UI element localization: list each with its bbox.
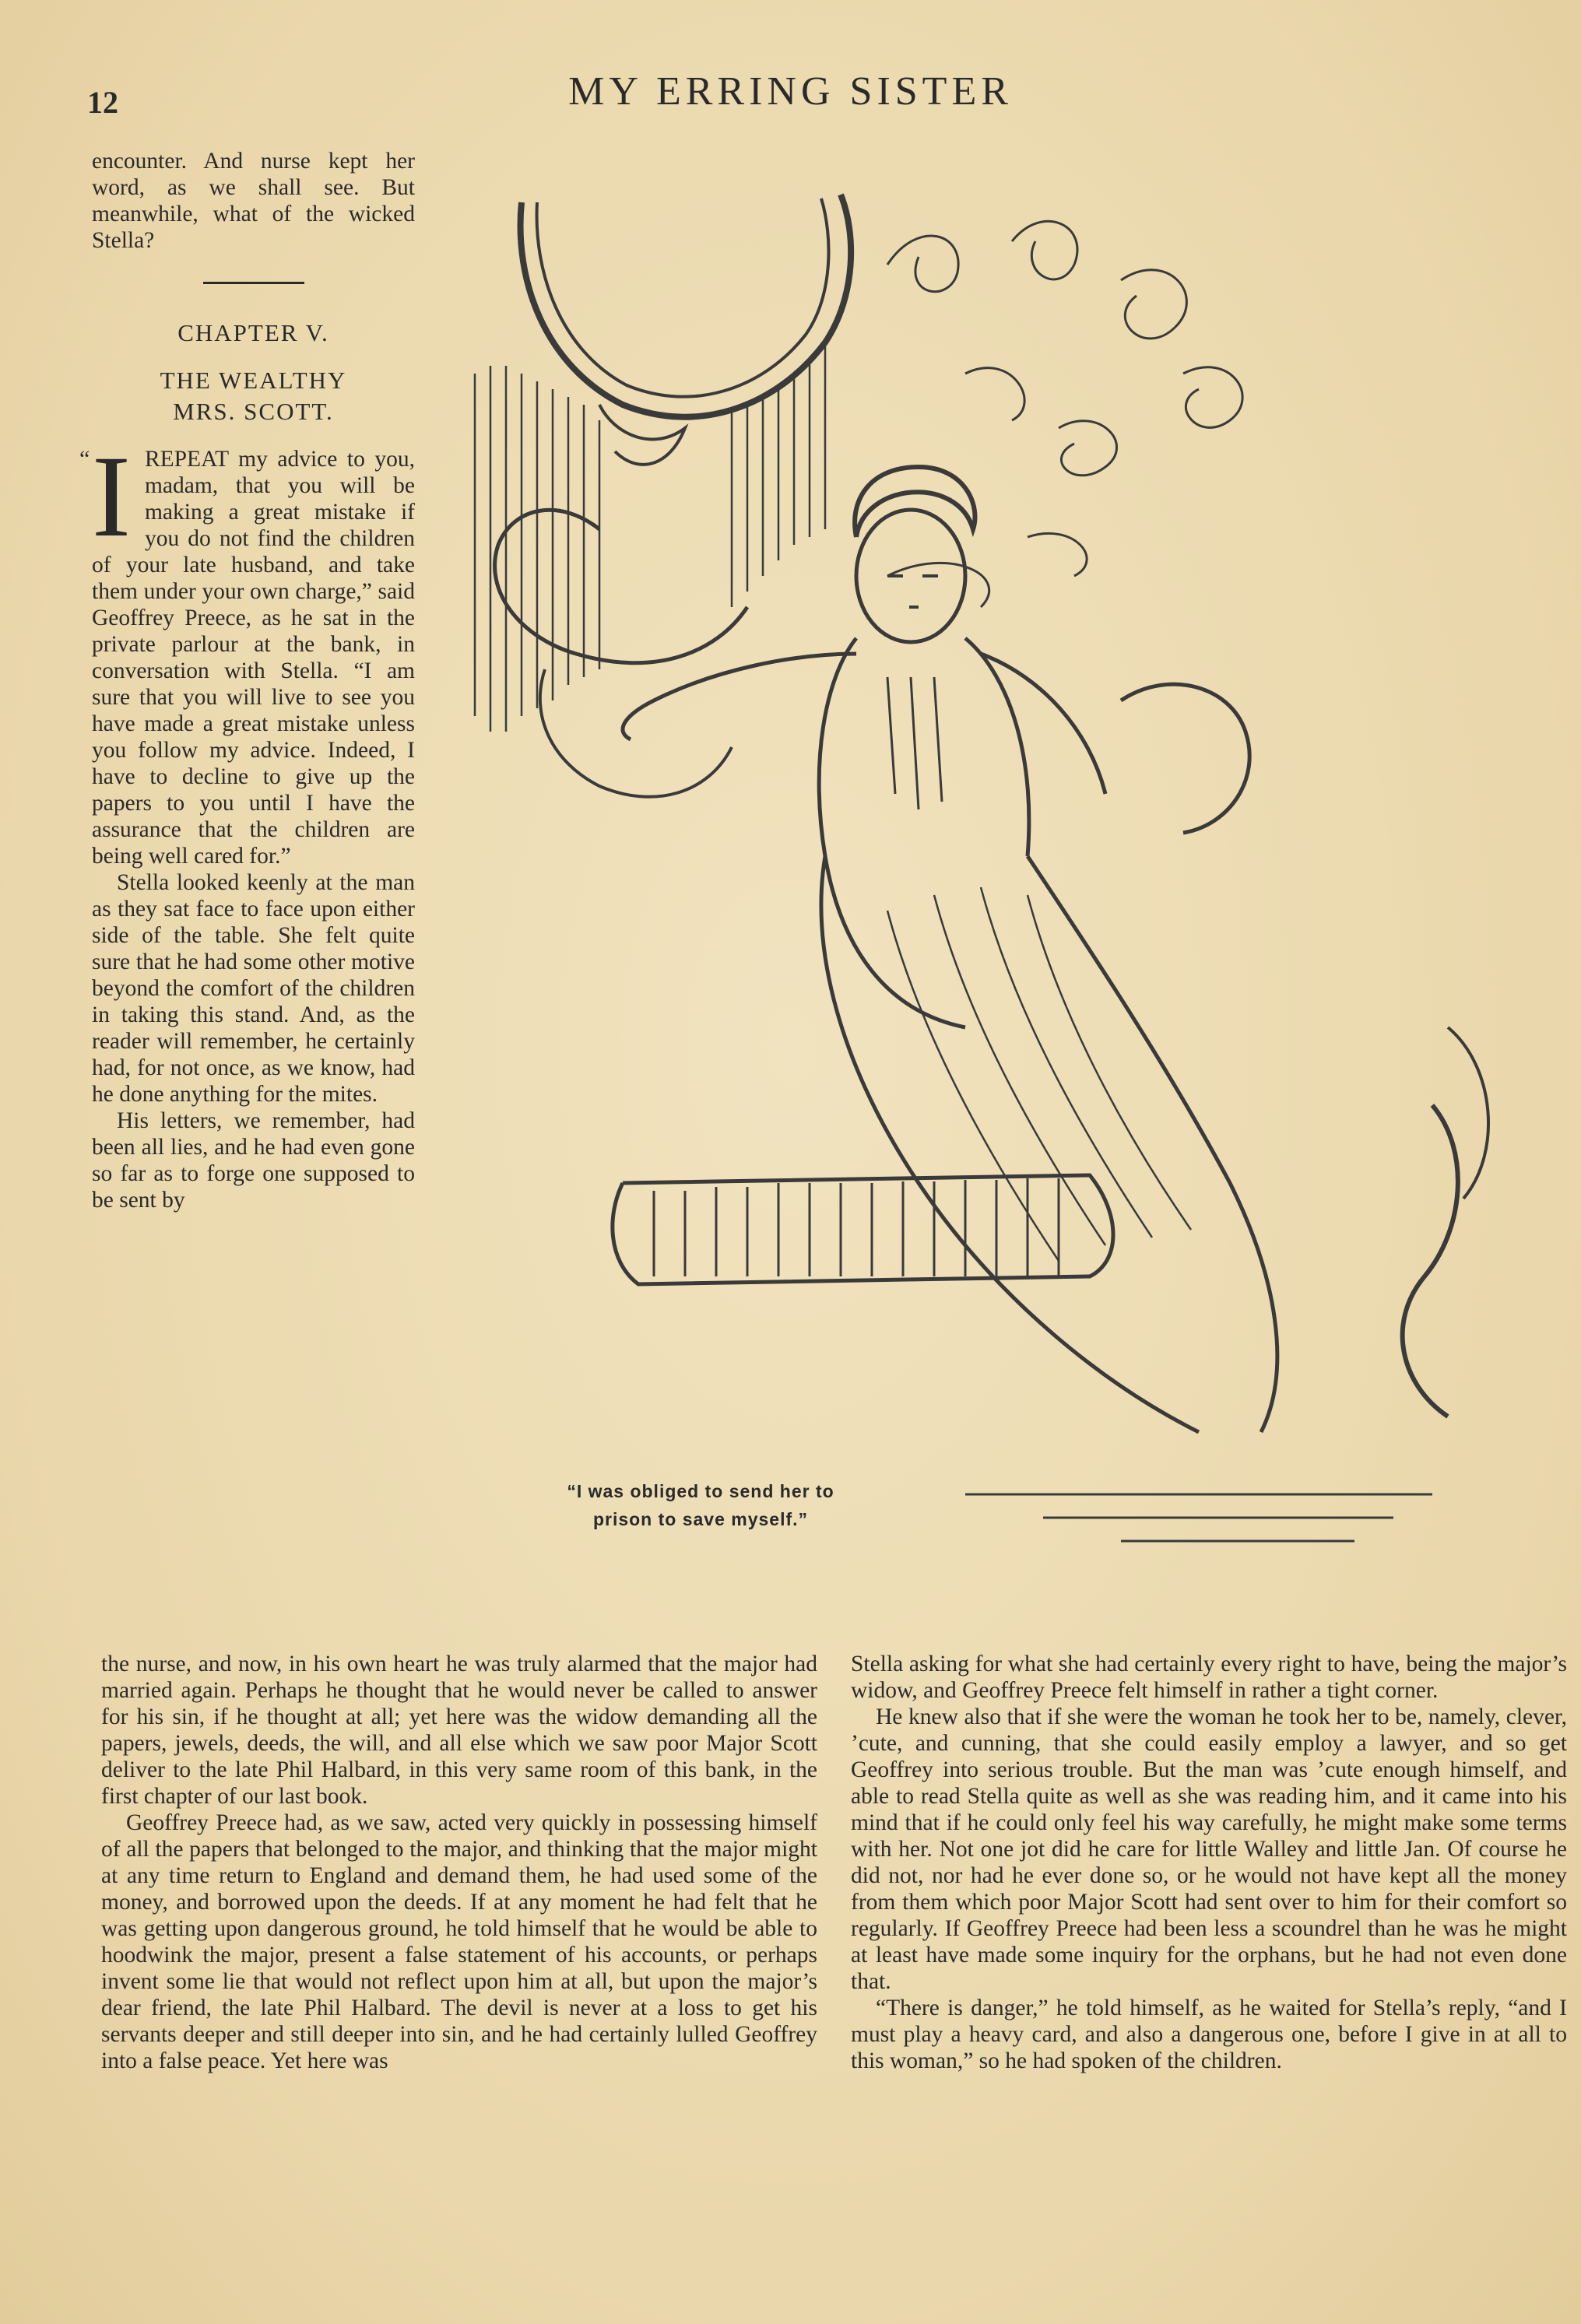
running-title: MY ERRING SISTER [568,69,1013,114]
paragraph-3-start: His letters, we remember, had been all lies, and he had even gone so far as to forge one supposed to be sent by [92,1108,415,1213]
paragraph-7: “There is danger,” he told himself, as he waited for Stella’s reply, “and I must play a heavy card, and also a dangerous one, before I give in at all to this woman,” so he had spoken of the children. [851,1996,1567,2073]
paragraph-4: Geoffrey Preece had, as we saw, acted very quickly in possessing himself of all the papers that belonged to the major, and thinking that the major might at any time return to England and demand them, he had used some of the money, and borrowed upon the deeds. If at any moment he had felt that he was getting upon dangerous ground, he told himself that he would be able to hoodwink the major, present a false statement of his accounts, or perhaps invent some lie that would not reflect upon him at all, but upon the major’s dear friend, the late Phil Halbard. The devil is never at a loss to get his servants deeper and still deeper into sin, and he had certainly lulled Geoffrey into a false peace. Yet here was [101,1810,817,2073]
bottom-right-column [851,1651,1567,2074]
page-number: 12 [87,85,118,120]
opening-paragraph: encounter. And nurse kept her word, as we shall see. But meanwhile, what of the wicked Stella? [92,149,415,253]
chapter-title [92,365,415,427]
drop-cap: I [92,432,131,561]
paragraph-1: REPEAT my advice to you, madam, that you will be making a great mistake if you do not find the children of your late husband, and take them under your own charge,” said Geoffrey Preece, as he sat in the private parlour at the bank, in conversation with Stella. “I am sure that you will live to see you have made a great mistake unless you follow my advice. Indeed, I have to decline to give up the papers to you until I have the assurance that the children are being well cared for.” [92,447,415,869]
illustration-woman-on-sofa [420,171,1569,1611]
paragraph-6: He knew also that if she were the woman he took her to be, namely, clever, ’cute, and cunning, that she could easily employ a lawyer, and so get Geoffrey into serious trouble. But the man was ’cute enough himself, and able to read Stella quite as well as she was reading him, and it came into his mind that if he could only feel his way carefully, he might make some terms with her. Not one jot did he care for little Walley and little Jan. Of course he did not, nor had he ever done so, or he would not have kept all the money from them which poor Major Scott had sent over to him for their comfort so regularly. If Geoffrey Preece had been less a scoundrel than he was he might at least have made some inquiry for the orphans, but he had not even done that. [851,1704,1567,1994]
section-divider [203,282,304,284]
chapter-number: CHAPTER V. [177,319,329,346]
chapter-title-line2: MRS. SCOTT. [173,398,334,425]
first-paragraph [79,432,415,1213]
illustration-caption [498,1477,903,1533]
chapter-title-line1: THE WEALTHY [160,367,347,394]
bottom-left-column [101,1651,817,2074]
caption-line2: prison to save myself.” [592,1509,809,1529]
paragraph-5: Stella asking for what she had certainly every right to have, being the major’s widow, and Geoffrey Preece felt himself in rather a tight corner. [851,1652,1567,1703]
caption-line1: “I was obliged to send her to [567,1481,834,1501]
left-column-top [79,148,415,1213]
paragraph-2: Stella looked keenly at the man as they sat face to face upon either side of the table. She felt quite sure that he had some other motive beyond the comfort of the children in taking this stand. And, as the reader will remember, he certainly had, for not once, as we know, had he done anything for the mites. [92,870,415,1107]
paragraph-3-continued: the nurse, and now, in his own heart he was truly alarmed that the major had married again. Perhaps he thought that he would never be called to answer for his sin, if he thought at all; yet here was the widow demanding all the papers, jewels, deeds, the will, and all else which we saw poor Major Scott deliver to the late Phil Halbard, in this very same room of this bank, in the first chapter of our last book. [101,1652,817,1809]
open-quote: “ [79,446,90,472]
